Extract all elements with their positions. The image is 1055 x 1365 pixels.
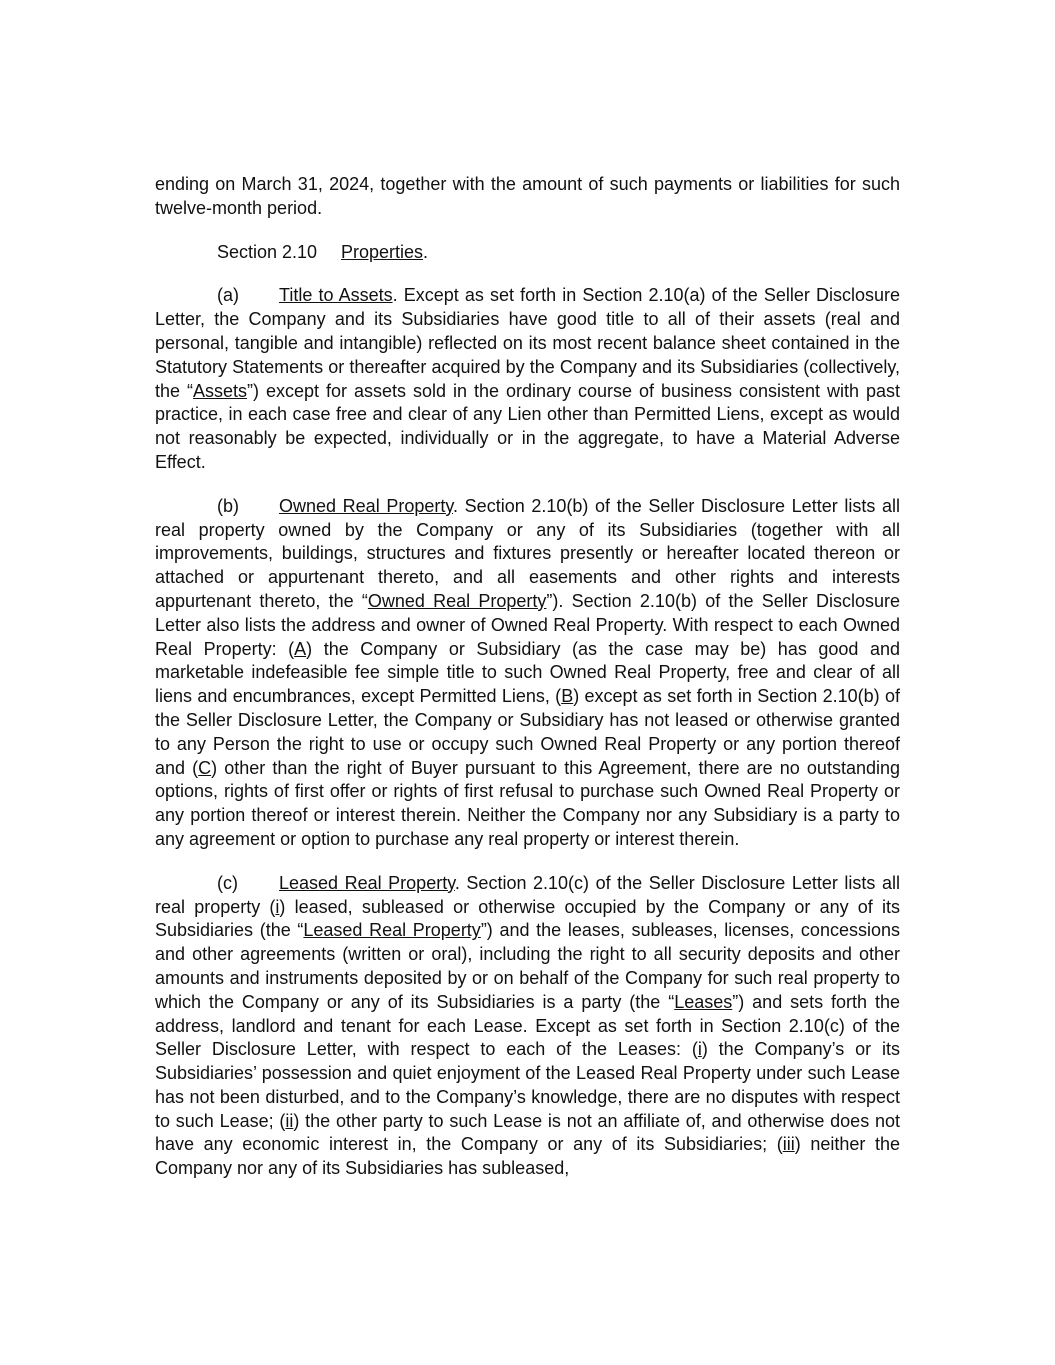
paragraph-a-label: (a) (217, 285, 239, 306)
paragraph-a-text-2: ”) except for assets sold in the ordinary course of business consistent with past practice, in each case free and clear of any Lien other than Permitted Liens, except as would not reasonably be expected, individually or in the aggregate, to have a Material Adverse Effect. (155, 380, 900, 472)
paragraph-b (155, 495, 900, 852)
clause-marker-b: B (561, 686, 574, 707)
paragraph-a-text-1: . Except as set forth in Section 2.10(a) of the Seller Disclosure Letter, the Company and its Subsidiaries have good title to all of their assets (real and personal, tangible and intangible) reflected on its most recent balance sheet contained in the Statutory Statements or thereafter acquired by the Company and its Subsidiaries (collectively, the “ (155, 285, 900, 401)
clause-marker-a: A (294, 638, 307, 659)
intro-text: ending on March 31, 2024, together with the amount of such payments or liabilities for such twelve-month period. (155, 174, 900, 218)
paragraph-b-text-3: ) the Company or Subsidiary (as the case may be) has good and marketable indefeasible fee simple title to such Owned Real Property, free and clear of all liens and encumbrances, except Permitted Liens, ( (155, 638, 900, 707)
paragraph-c-text-7: ) neither the Company nor any of its Subsidiaries has subleased, (155, 1134, 900, 1179)
intro-paragraph (155, 173, 900, 221)
clause-marker-ii: ii (285, 1110, 294, 1131)
paragraph-c-text-1: . Section 2.10(c) of the Seller Disclosure Letter lists all real property ( (155, 872, 900, 917)
paragraph-c-text-3: ”) and the leases, subleases, licenses, concessions and other agreements (written or oral), including the right to all security deposits and other amounts and instruments deposited by or on behalf of the Company for such real property to which the Company or any of its Subsidiaries is a party (the “ (155, 920, 900, 1012)
paragraph-b-text-5: ) other than the right of Buyer pursuant to this Agreement, there are no outstanding options, rights of first offer or rights of first refusal to purchase such Owned Real Property or any portion thereof or interest therein. Neither the Company nor any Subsidiary is a party to any agreement or option to purchase any real property or interest therein. (155, 757, 900, 849)
defined-term-owned-real-property: Owned Real Property (367, 590, 547, 611)
document-page (155, 173, 900, 1201)
paragraph-b-label: (b) (217, 495, 239, 516)
paragraph-b-text-1: . Section 2.10(b) of the Seller Disclosure Letter lists all real property owned by the Company or any of its Subsidiaries (together with all improvements, buildings, structures and fixtures presently or hereafter located thereon or attached or appurtenant thereto, and all easements and other rights and interests appurtenant thereto, the “ (155, 495, 900, 611)
defined-term-assets: Assets (193, 380, 248, 401)
defined-term-leased-real-property: Leased Real Property (303, 920, 481, 941)
paragraph-c-text-2: ) leased, subleased or otherwise occupied by the Company or any of its Subsidiaries (the “ (155, 896, 900, 941)
paragraph-b-text-4: ) except as set forth in Section 2.10(b) of the Seller Disclosure Letter, the Company or Subsidiary has not leased or otherwise granted to any Person the right to use or occupy such Owned Real Property or any portion thereof and ( (155, 686, 900, 778)
clause-marker-c: C (198, 757, 212, 778)
paragraph-a-heading: Title to Assets (279, 285, 393, 306)
clause-marker-i-second: i (697, 1039, 702, 1060)
paragraph-b-heading: Owned Real Property (279, 495, 454, 516)
paragraph-c-text-5: ) the Company’s or its Subsidiaries’ possession and quiet enjoyment of the Leased Real Property under such Lease has not been disturbed, and to the Company’s knowledge, there are no disputes with respect to such Lease; ( (155, 1039, 900, 1131)
paragraph-c (155, 872, 900, 1181)
paragraph-c-text-4: ”) and sets forth the address, landlord and tenant for each Lease. Except as set forth in Section 2.10(c) of the Seller Disclosure Letter, with respect to each of the Leases: ( (155, 991, 901, 1060)
paragraph-c-heading: Leased Real Property (279, 872, 455, 893)
clause-marker-iii: iii (782, 1134, 795, 1155)
clause-marker-i-first: i (275, 896, 280, 917)
paragraph-a (155, 284, 900, 474)
section-title: Properties (341, 241, 424, 262)
paragraph-b-text-2: ”). Section 2.10(b) of the Seller Disclosure Letter also lists the address and owner of Owned Real Property. With respect to each Owned Real Property: ( (155, 590, 900, 659)
defined-term-leases: Leases (674, 991, 733, 1012)
paragraph-c-label: (c) (217, 872, 238, 893)
section-heading (217, 241, 900, 265)
paragraph-c-text-6: ) the other party to such Lease is not an affiliate of, and otherwise does not have any economic interest in, the Company or any of its Subsidiaries; ( (155, 1110, 900, 1155)
section-title-period: . (423, 241, 429, 262)
section-number: Section 2.10 (217, 241, 318, 262)
